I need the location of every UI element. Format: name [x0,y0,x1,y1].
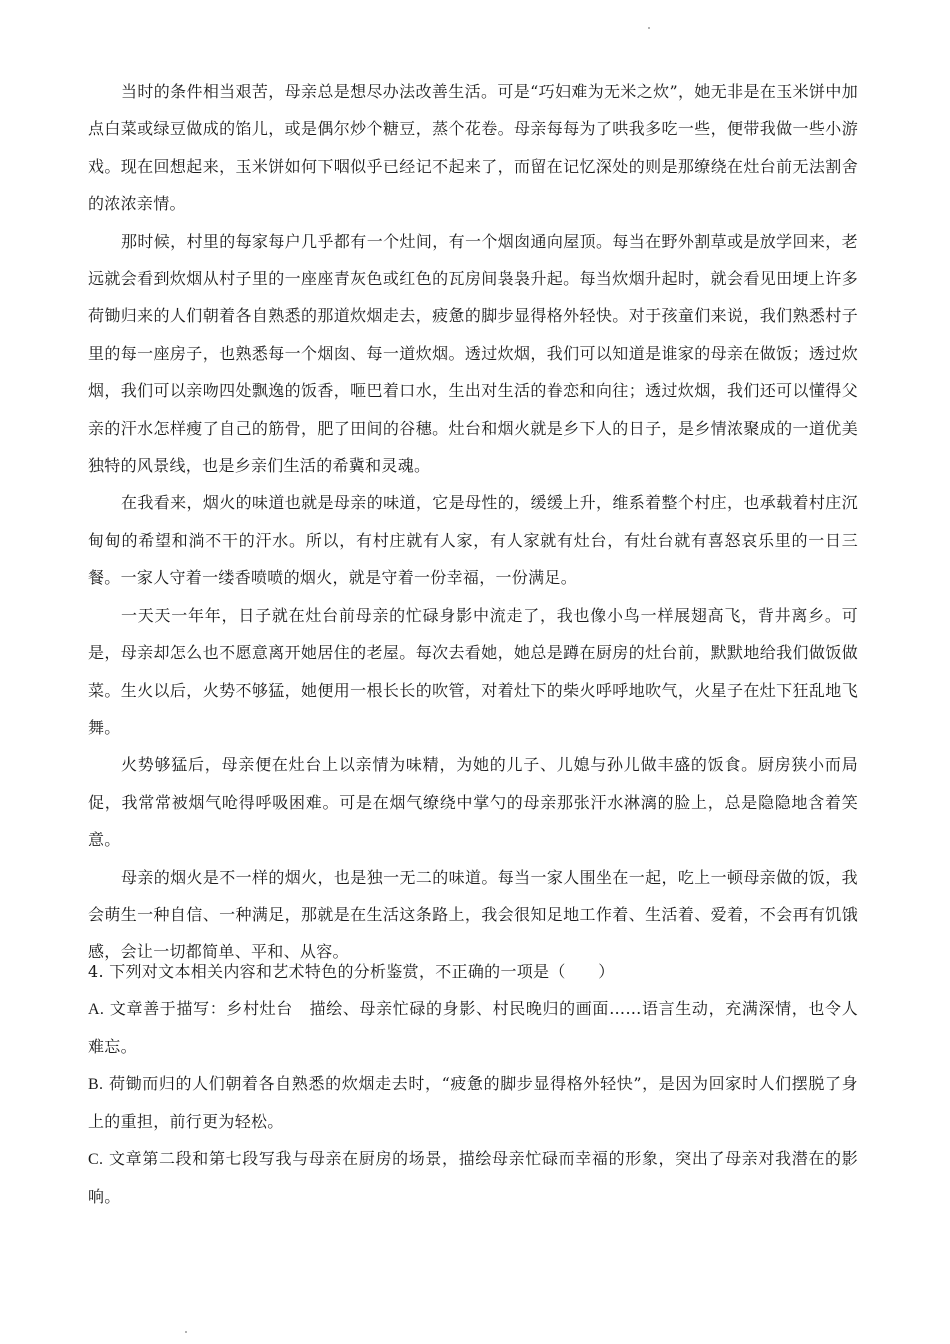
passage-paragraph-6: 母亲的烟火是不一样的烟火，也是独一无二的味道。每当一家人围坐在一起，吃上一顿母亲做的饭，我会萌生一种自信、一种满足，那就是在生活这条路上，我会很知足地工作着、生活着、爱着，不会再有饥饿感，会让一切都简单、平和、从容。 [88,867,858,962]
option-c-letter: C. [88,1151,104,1168]
option-b-text: 荷锄而归的人们朝着各自熟悉的炊烟走去时，“疲惫的脚步显得格外轻快”，是因为回家时人们摆脱了身上的重担，前行更为轻松。 [88,1074,858,1131]
passage-paragraph-3: 在我看来，烟火的味道也就是母亲的味道，它是母性的，缓缓上升，维系着整个村庄，也承载着村庄沉甸甸的希望和淌不干的汗水。所以，有村庄就有人家，有人家就有灶台，有灶台就有喜怒哀乐里的一日三餐。一家人守着一缕香喷喷的烟火，就是守着一份幸福，一份满足。 [88,493,858,588]
passage-paragraph-5: 火势够猛后，母亲便在灶台上以亲情为味精，为她的儿子、儿媳与孙儿做丰盛的饭食。厨房狭小而局促，我常常被烟气呛得呼吸困难。可是在烟气缭绕中掌勺的母亲那张汗水淋漓的脸上，总是隐隐地含着笑意。 [88,755,858,850]
question-4 [88,953,858,1215]
question-stem: 4. 下列对文本相关内容和艺术特色的分析鉴赏，不正确的一项是（ ） [88,962,615,981]
scan-speck-top [648,27,650,29]
passage [88,73,858,971]
option-c-text: 文章第二段和第七段写我与母亲在厨房的场景，描绘母亲忙碌而幸福的形象，突出了母亲对我潜在的影响。 [88,1149,858,1206]
passage-paragraph-2: 那时候，村里的每家每户几乎都有一个灶间，有一个烟囱通向屋顶。每当在野外割草或是放学回来，老远就会看到炊烟从村子里的一座座青灰色或红色的瓦房间袅袅升起。每当炊烟升起时，就会看见田埂上许多荷锄归来的人们朝着各自熟悉的那道炊烟走去，疲惫的脚步显得格外轻快。对于孩童们来说，我们熟悉村子里的每一座房子，也熟悉每一个烟囱、每一道炊烟。透过炊烟，我们可以知道是谁家的母亲在做饭；透过炊烟，我们可以亲吻四处飘逸的饭香，咂巴着口水，生出对生活的眷恋和向往；透过炊烟，我们还可以懂得父亲的汗水怎样瘦了自己的筋骨，肥了田间的谷穗。灶台和烟火就是乡下人的日子，是乡情浓聚成的一道优美独特的风景线，也是乡亲们生活的希冀和灵魂。 [88,231,858,476]
scan-speck-bottom [185,1331,187,1333]
option-a-text: 文章善于描写：乡村灶台 描绘、母亲忙碌的身影、村民晚归的画面……语言生动，充满深情，也令人难忘。 [88,999,858,1056]
passage-paragraph-4: 一天天一年年，日子就在灶台前母亲的忙碌身影中流走了，我也像小鸟一样展翅高飞，背井离乡。可是，母亲却怎么也不愿意离开她居住的老屋。每次去看她，她总是蹲在厨房的灶台前，默默地给我们做饭做菜。生火以后，火势不够猛，她便用一根长长的吹管，对着灶下的柴火呼呼地吹气，火星子在灶下狂乱地飞舞。 [88,605,858,737]
option-a [88,990,858,1065]
option-b-letter: B. [88,1076,104,1093]
passage-paragraph-1: 当时的条件相当艰苦，母亲总是想尽办法改善生活。可是“巧妇难为无米之炊”，她无非是在玉米饼中加点白菜或绿豆做成的馅儿，或是偶尔炒个糖豆，蒸个花卷。母亲每每为了哄我多吃一些，便带我做一些小游戏。现在回想起来，玉米饼如何下咽似乎已经记不起来了，而留在记忆深处的则是那缭绕在灶台前无法割舍的浓浓亲情。 [88,82,858,214]
option-a-letter: A. [88,1001,105,1018]
option-c [88,1140,858,1215]
option-b [88,1065,858,1140]
